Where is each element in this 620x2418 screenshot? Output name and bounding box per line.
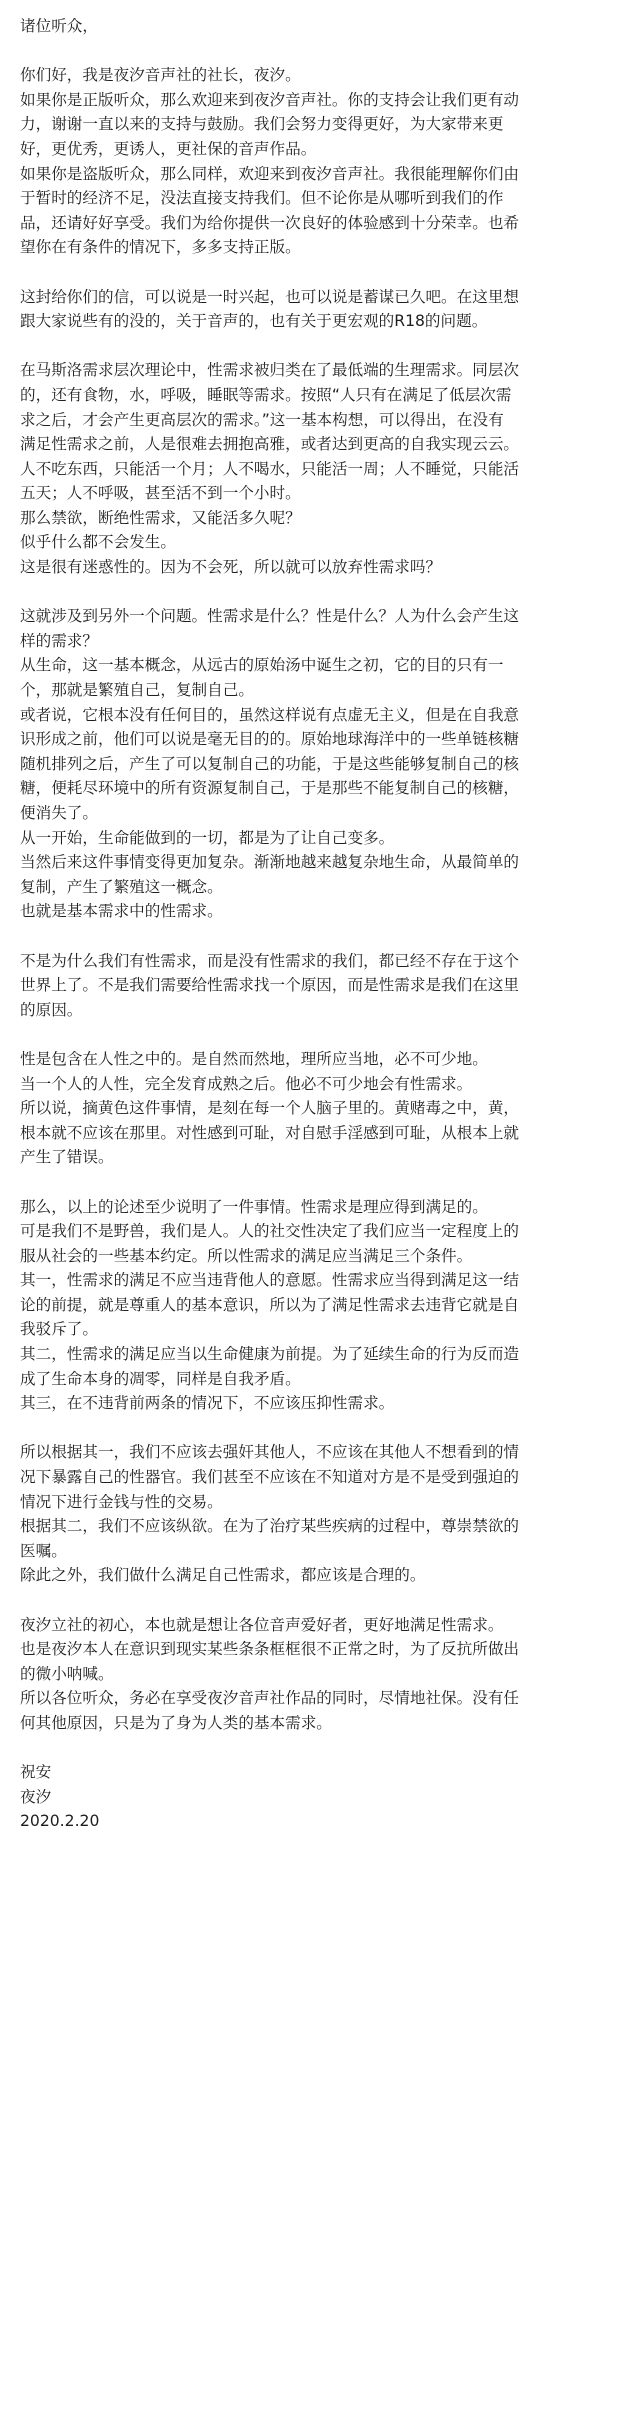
text-line: 这封给你们的信，可以说是一时兴起，也可以说是蓄谋已久吧。在这里想 — [20, 287, 520, 306]
text-line: 如果你是盗版听众，那么同样，欢迎来到夜汐音声社。我很能理解你们由 — [20, 164, 520, 183]
text-line: 世界上了。不是我们需要给性需求找一个原因，而是性需求是我们在这里 — [20, 976, 520, 995]
paragraph-gap — [20, 1170, 604, 1195]
text-line: 五天；人不呼吸，甚至活不到一个小时。 — [20, 484, 301, 503]
text-line: 人不吃东西，只能活一个月；人不喝水，只能活一周；人不睡觉，只能活 — [20, 459, 520, 478]
text-line: 于暂时的经济不足，没法直接支持我们。但不论你是从哪听到我们的作 — [20, 189, 504, 208]
text-line: 在马斯洛需求层次理论中，性需求被归类在了最低端的生理需求。同层次 — [20, 361, 520, 380]
text-line: 的，还有食物，水，呼吸，睡眠等需求。按照“人只有在满足了低层次需 — [20, 385, 512, 404]
paragraph-gap — [20, 1588, 604, 1613]
text-line: 况下暴露自己的性器官。我们甚至不应该在不知道对方是不是受到强迫的 — [20, 1468, 520, 1487]
text-line: 力，谢谢一直以来的支持与鼓励。我们会努力变得更好，为大家带来更 — [20, 115, 504, 134]
paragraph-9 — [20, 1613, 604, 1736]
text-line: 当然后来这件事情变得更加复杂。渐渐地越来越复杂地生命，从最简单的 — [20, 853, 520, 872]
text-line: 好，更优秀，更诱人，更社保的音声作品。 — [20, 139, 317, 158]
text-line: 跟大家说些有的没的，关于音声的，也有关于更宏观的R18的问题。 — [20, 312, 488, 331]
text-line: 的原因。 — [20, 1000, 83, 1019]
letter-paragraphs — [20, 63, 604, 1760]
paragraph-gap — [20, 580, 604, 605]
paragraph-2 — [20, 285, 604, 334]
text-line: 样的需求？ — [20, 631, 98, 650]
paragraph-6 — [20, 1047, 604, 1170]
letter-closing — [20, 1760, 604, 1834]
text-line: 满足性需求之前，人是很难去拥抱高雅，或者达到更高的自我实现云云。 — [20, 435, 520, 454]
text-line: 夜汐立社的初心，本也就是想让各位音声爱好者，更好地满足性需求。 — [20, 1615, 504, 1634]
text-line: 那么禁欲，断绝性需求，又能活多久呢？ — [20, 508, 301, 527]
paragraph-7 — [20, 1195, 604, 1416]
text-line: 所以各位听众，务必在享受夜汐音声社作品的同时，尽情地社保。没有任 — [20, 1689, 520, 1708]
text-line: 根据其二，我们不应该纵欲。在为了治疗某些疾病的过程中，尊崇禁欲的 — [20, 1517, 520, 1536]
salutation: 诸位听众， — [20, 17, 98, 35]
paragraph-gap — [20, 924, 604, 949]
text-line: 医嘱。 — [20, 1541, 67, 1560]
text-line: 我驳斥了。 — [20, 1320, 98, 1339]
text-line: 情况下进行金钱与性的交易。 — [20, 1492, 223, 1511]
text-line: 其一，性需求的满足不应当违背他人的意愿。性需求应当得到满足这一结 — [20, 1271, 520, 1290]
text-line: 其三，在不违背前两条的情况下，不应该压抑性需求。 — [20, 1394, 395, 1413]
text-line: 根本就不应该在那里。对性感到可耻，对自慰手淫感到可耻，从根本上就 — [20, 1123, 520, 1142]
signature-date: 2020.2.20 — [20, 1812, 100, 1831]
closing-greeting: 祝安 — [20, 1763, 52, 1782]
paragraph-gap — [20, 1416, 604, 1441]
paragraph-gap — [20, 260, 604, 285]
text-line: 或者说，它根本没有任何目的，虽然这样说有点虚无主义，但是在自我意 — [20, 705, 520, 724]
text-line: 性是包含在人性之中的。是自然而然地，理所应当地，必不可少地。 — [20, 1049, 488, 1068]
text-line: 其二，性需求的满足应当以生命健康为前提。为了延续生命的行为反而造 — [20, 1345, 520, 1364]
text-line: 论的前提，就是尊重人的基本意识，所以为了满足性需求去违背它就是自 — [20, 1295, 520, 1314]
paragraph-4 — [20, 604, 604, 924]
text-line: 复制，产生了繁殖这一概念。 — [20, 877, 223, 896]
paragraph-5 — [20, 949, 604, 1023]
text-line: 品，还请好好享受。我们为给你提供一次良好的体验感到十分荣幸。也希 — [20, 213, 520, 232]
text-line: 所以说，摘黄色这件事情，是刻在每一个人脑子里的。黄赌毒之中，黄， — [20, 1099, 520, 1118]
text-line: 从一开始，生命能做到的一切，都是为了让自己变多。 — [20, 828, 395, 847]
letter-body — [20, 14, 604, 1834]
paragraph-gap — [20, 1022, 604, 1047]
text-line: 也就是基本需求中的性需求。 — [20, 902, 223, 921]
text-line: 产生了错误。 — [20, 1148, 114, 1167]
paragraph-gap — [20, 1736, 604, 1761]
text-line: 从生命，这一基本概念，从远古的原始汤中诞生之初，它的目的只有一 — [20, 656, 504, 675]
paragraph-gap — [20, 39, 604, 64]
text-line: 这是很有迷惑性的。因为不会死，所以就可以放弃性需求吗？ — [20, 558, 442, 577]
text-line: 的微小呐喊。 — [20, 1664, 114, 1683]
paragraph-8 — [20, 1440, 604, 1588]
text-line: 也是夜汐本人在意识到现实某些条条框框很不正常之时，为了反抗所做出 — [20, 1640, 520, 1659]
paragraph-1 — [20, 63, 604, 260]
text-line: 随机排列之后，产生了可以复制自己的功能，于是这些能够复制自己的核 — [20, 754, 520, 773]
signature-name: 夜汐 — [20, 1787, 52, 1806]
text-line: 糖，便耗尽环境中的所有资源复制自己，于是那些不能复制自己的核糖， — [20, 779, 520, 798]
text-line: 便消失了。 — [20, 804, 98, 822]
paragraph-3 — [20, 358, 604, 579]
text-line: 服从社会的一些基本约定。所以性需求的满足应当满足三个条件。 — [20, 1246, 473, 1265]
text-line: 如果你是正版听众，那么欢迎来到夜汐音声社。你的支持会让我们更有动 — [20, 90, 520, 109]
text-line: 似乎什么都不会发生。 — [20, 533, 176, 552]
text-line: 这就涉及到另外一个问题。性需求是什么？性是什么？人为什么会产生这 — [20, 607, 520, 626]
text-line: 可是我们不是野兽，我们是人。人的社交性决定了我们应当一定程度上的 — [20, 1222, 520, 1241]
text-line: 你们好，我是夜汐音声社的社长，夜汐。 — [20, 66, 301, 85]
text-line: 何其他原因，只是为了身为人类的基本需求。 — [20, 1713, 332, 1732]
text-line: 识形成之前，他们可以说是毫无目的的。原始地球海洋中的一些单链核糖 — [20, 730, 520, 749]
text-line: 当一个人的人性，完全发育成熟之后。他必不可少地会有性需求。 — [20, 1074, 473, 1093]
paragraph-gap — [20, 334, 604, 359]
text-line: 所以根据其一，我们不应该去强奸其他人，不应该在其他人不想看到的情 — [20, 1443, 520, 1462]
text-line: 求之后，才会产生更高层次的需求。”这一基本构想，可以得出，在没有 — [20, 410, 504, 429]
text-line: 那么，以上的论述至少说明了一件事情。性需求是理应得到满足的。 — [20, 1197, 488, 1216]
text-line: 除此之外，我们做什么满足自己性需求，都应该是合理的。 — [20, 1566, 426, 1585]
text-line: 不是为什么我们有性需求，而是没有性需求的我们，都已经不存在于这个 — [20, 951, 520, 970]
text-line: 成了生命本身的凋零，同样是自我矛盾。 — [20, 1369, 301, 1388]
text-line: 望你在有条件的情况下，多多支持正版。 — [20, 238, 301, 257]
text-line: 个，那就是繁殖自己，复制自己。 — [20, 681, 254, 700]
